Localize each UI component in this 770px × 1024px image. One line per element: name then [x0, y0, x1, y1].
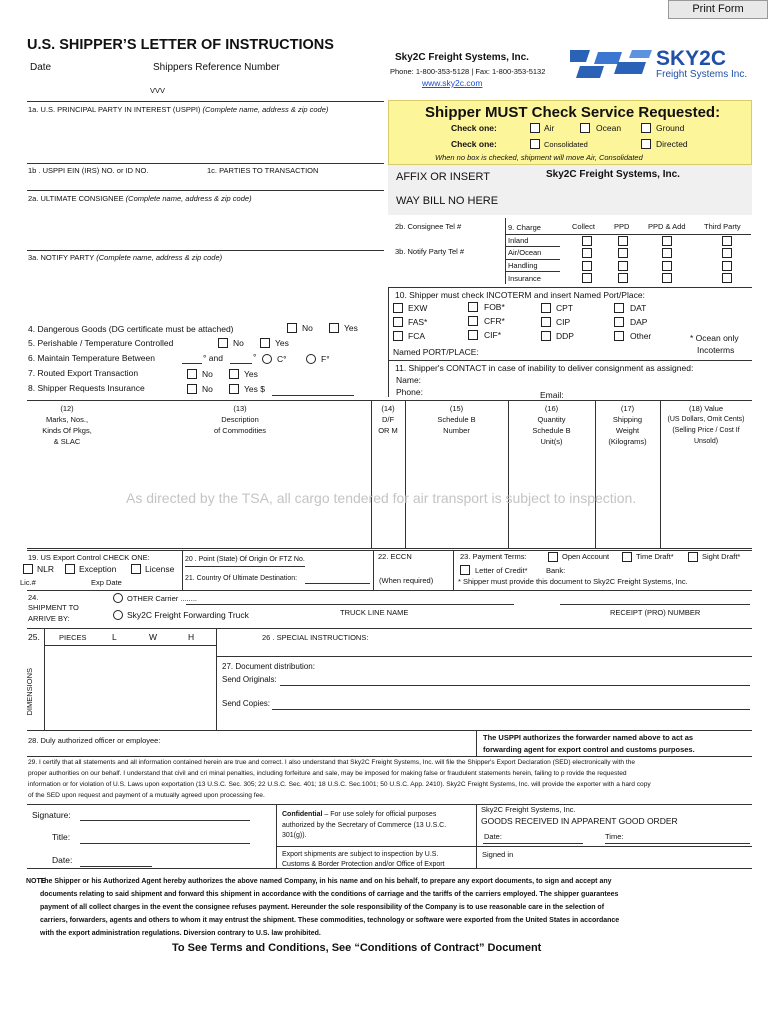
- contact-heading: 11. Shipper's CONTACT in case of inability to deliver consignment as assigned:: [395, 363, 694, 373]
- contact-name-label: Name:: [396, 375, 422, 385]
- charge-row-inland: Inland: [508, 236, 529, 245]
- field-28-label: 28. Duly authorized officer or employee:: [28, 736, 161, 745]
- incoterm-cif: CIF*: [484, 330, 501, 340]
- field-19-label: 19. US Export Control CHECK ONE:: [28, 553, 150, 562]
- q5-yes-checkbox[interactable]: [260, 338, 270, 348]
- sky2c-truck-label: Sky2C Freight Forwarding Truck: [127, 610, 249, 620]
- incoterm-dat-checkbox[interactable]: [614, 303, 624, 313]
- check-one-label-1: Check one:: [451, 123, 497, 133]
- print-form-button[interactable]: Print Form: [668, 0, 768, 19]
- q8-no-label: No: [202, 384, 213, 394]
- check-one-label-2: Check one:: [451, 139, 497, 149]
- payment-note: * Shipper must provide this document to Sky2C Freight Systems, Inc.: [458, 577, 688, 586]
- col-marks: (12) Marks, Nos., Kinds Of Pkgs, & SLAC: [42, 404, 92, 446]
- consolidated-checkbox[interactable]: [530, 139, 540, 149]
- ground-label: Ground: [656, 123, 685, 133]
- q7-yes-label: Yes: [244, 369, 258, 379]
- incoterm-heading: 10. Shipper must check INCOTERM and insert Named Port/Place:: [395, 290, 645, 300]
- confidential-line-3: 301(g)).: [282, 832, 307, 839]
- field-1b-label: 1b . USPPI EIN (IRS) NO. or ID NO.: [28, 166, 149, 175]
- arrive-label-1: SHIPMENT TO: [28, 603, 79, 612]
- q6-temperature: 6. Maintain Temperature Between: [28, 353, 155, 363]
- time-draft-label: Time Draft*: [636, 552, 674, 561]
- send-copies-label: Send Copies:: [222, 699, 271, 708]
- receipt-number-label: RECEIPT (PRO) NUMBER: [610, 608, 701, 617]
- field-22-note: (When required): [379, 576, 434, 585]
- arrive-label-2: ARRIVE BY:: [28, 614, 70, 623]
- field-20-label: 20 . Point (State) Of Origin Or FTZ No.: [185, 556, 305, 563]
- incoterm-other-checkbox[interactable]: [614, 331, 624, 341]
- terms-footer: To See Terms and Conditions, See “Conditions of Contract” Document: [172, 942, 542, 954]
- incoterm-cpt-checkbox[interactable]: [541, 303, 551, 313]
- ground-checkbox[interactable]: [641, 123, 651, 133]
- service-heading: Shipper MUST Check Service Requested:: [425, 104, 721, 121]
- charge-row-handling: Handling: [508, 261, 538, 270]
- charge-col-ppd: PPD: [614, 222, 630, 231]
- charge-col-third-party: Third Party: [704, 222, 741, 231]
- directed-label: Directed: [656, 139, 688, 149]
- q5-no-checkbox[interactable]: [218, 338, 228, 348]
- charge-inland-ppd-checkbox[interactable]: [618, 236, 628, 246]
- letter-of-credit-checkbox[interactable]: [460, 565, 470, 575]
- field-27-label: 27. Document distribution:: [222, 662, 315, 671]
- export-inspection-2: Customs & Border Protection and/or Office of Export: [282, 861, 445, 868]
- col-description: (13) Description of Commodities: [213, 404, 267, 435]
- charge-insurance-third-party-checkbox[interactable]: [722, 273, 732, 283]
- note-line-5: with the export administration regulations. Diversion contrary to U.S. law prohibited.: [40, 930, 321, 937]
- note-line-2: documents relating to said shipment and forward this shipment in accordance with the conditions of carriage and the tariffs of the carriers employed. The shipper guarantees: [40, 891, 619, 898]
- exception-checkbox[interactable]: [65, 564, 75, 574]
- charge-insurance-ppd-checkbox[interactable]: [618, 273, 628, 283]
- q8-yes-label: Yes $: [244, 384, 265, 394]
- goods-received: GOODS RECEIVED IN APPARENT GOOD ORDER: [481, 816, 678, 826]
- charge-insurance-collect-checkbox[interactable]: [582, 273, 592, 283]
- exception-label: Exception: [79, 564, 117, 574]
- incoterm-fas-checkbox[interactable]: [393, 317, 403, 327]
- other-carrier-radio[interactable]: [113, 593, 123, 603]
- q8-insurance: 8. Shipper Requests Insurance: [28, 383, 145, 393]
- charge-handling-collect-checkbox[interactable]: [582, 261, 592, 271]
- field-22-label: 22. ECCN: [378, 552, 412, 561]
- incoterm-ddp-checkbox[interactable]: [541, 331, 551, 341]
- celsius-label: C°: [277, 354, 287, 364]
- incoterm-fob-checkbox[interactable]: [468, 302, 478, 312]
- charge-col-ppd-add: PPD & Add: [648, 222, 686, 231]
- field-2b-label: 2b. Consignee Tel #: [395, 222, 462, 231]
- q7-no-label: No: [202, 369, 213, 379]
- incoterm-cip-checkbox[interactable]: [541, 317, 551, 327]
- date-label: Date: [30, 62, 52, 73]
- note-line-3: payment of all collect charges in the event the consignee refuses payment. Hereunder the sole responsibility of the Company is to use reasonable care in the selection of: [40, 904, 605, 911]
- q7-routed-export: 7. Routed Export Transaction: [28, 368, 139, 378]
- air-label: Air: [544, 123, 555, 133]
- company-phone: Phone: 1-800-353-5128 | Fax: 1-800-353-5132: [390, 67, 546, 76]
- q4-yes-checkbox[interactable]: [329, 323, 339, 333]
- incoterm-cpt: CPT: [556, 303, 573, 313]
- q8-no-checkbox[interactable]: [187, 384, 197, 394]
- consolidated-label: Consolidated: [544, 140, 588, 149]
- confidential-line-1: Confidential – For use solely for official purposes: [282, 811, 437, 818]
- date-sign-label: Date:: [52, 855, 73, 865]
- charge-heading: 9. Charge: [508, 223, 541, 232]
- other-carrier-label: OTHER Carrier ........: [127, 594, 198, 603]
- open-account-label: Open Account: [562, 552, 610, 561]
- q5-no-label: No: [233, 338, 244, 348]
- affix-company: Sky2C Freight Systems, Inc.: [546, 169, 680, 180]
- affix-label: AFFIX OR INSERT: [396, 171, 490, 183]
- ocean-only-note-2: Incoterms: [697, 345, 735, 355]
- logo-main-text: SKY2C: [656, 47, 727, 70]
- fahrenheit-radio[interactable]: [306, 354, 316, 364]
- col-quantity: (16) Quantity Schedule B Unit(s): [532, 404, 571, 446]
- service-requested-box: [388, 100, 752, 165]
- col-schedule-b: (15) Schedule B Number: [437, 404, 476, 435]
- height-label: H: [188, 632, 195, 642]
- charge-air-ocean-ppd-checkbox[interactable]: [618, 248, 628, 258]
- lic-number-label: Lic.#: [20, 578, 36, 587]
- received-company: Sky2C Freight Systems, Inc.: [481, 805, 576, 814]
- received-date-label: Date:: [484, 832, 502, 841]
- charge-insurance-ppd---add-checkbox[interactable]: [662, 273, 672, 283]
- q7-yes-checkbox[interactable]: [229, 369, 239, 379]
- celsius-radio[interactable]: [262, 354, 272, 364]
- confidential-line-2: authorized by the Secretary of Commerce (13 U.S.C.: [282, 822, 447, 829]
- charge-air-ocean-third-party-checkbox[interactable]: [722, 248, 732, 258]
- ocean-checkbox[interactable]: [580, 123, 590, 133]
- tsa-watermark: As directed by the TSA, all cargo tendered for air transport is subject to inspection.: [126, 490, 637, 506]
- q5-yes-label: Yes: [275, 338, 289, 348]
- vvv-label: VVV: [150, 86, 166, 95]
- charge-inland-collect-checkbox[interactable]: [582, 236, 592, 246]
- charge-col-collect: Collect: [572, 222, 595, 231]
- directed-checkbox[interactable]: [641, 139, 651, 149]
- received-time-label: Time:: [605, 832, 624, 841]
- col-df: (14) D/F OR M: [378, 404, 398, 435]
- q8-yes-checkbox[interactable]: [229, 384, 239, 394]
- field-23-label: 23. Payment Terms:: [460, 552, 527, 561]
- incoterm-other: Other: [630, 331, 652, 341]
- charge-inland-third-party-checkbox[interactable]: [722, 236, 732, 246]
- sky2c-truck-radio[interactable]: [113, 610, 123, 620]
- service-note: When no box is checked, shipment will move Air, Consolidated: [435, 153, 643, 162]
- nlr-checkbox[interactable]: [23, 564, 33, 574]
- incoterm-cip: CIP: [556, 317, 571, 327]
- certification-line-2: proper authorities on our behalf. I understand that civil and cri minal penalties, including forfeiture and sale, may be imposed for making false or fraudulent statements herein, failing to p rovide the requested: [28, 770, 627, 777]
- waybill-label: WAY BILL NO HERE: [396, 195, 499, 207]
- field-1c-label: 1c. PARTIES TO TRANSACTION: [207, 166, 319, 175]
- form-title: U.S. SHIPPER’S LETTER OF INSTRUCTIONS: [27, 37, 334, 53]
- incoterm-fca: FCA: [408, 331, 425, 341]
- q4-dangerous-goods: 4. Dangerous Goods (DG certificate must be attached): [28, 324, 234, 334]
- charge-air-ocean-collect-checkbox[interactable]: [582, 248, 592, 258]
- col-value: (18) Value (US Dollars, Omit Cents) (Selling Price / Cost If Unsold): [667, 404, 745, 445]
- logo-sub-text: Freight Systems Inc.: [656, 69, 748, 80]
- field-24-num: 24.: [28, 593, 39, 602]
- sky2c-logo: [570, 46, 760, 84]
- field-2a-label: 2a. ULTIMATE CONSIGNEE (Complete name, address & zip code): [28, 194, 252, 203]
- q6-and: ° and: [203, 353, 223, 363]
- usppi-authorization-1: The USPPI authorizes the forwarder named above to act as: [483, 733, 694, 742]
- charge-inland-ppd---add-checkbox[interactable]: [662, 236, 672, 246]
- letter-of-credit-label: Letter of Credit*: [475, 566, 528, 575]
- incoterm-cfr: CFR*: [484, 316, 505, 326]
- signature-label: Signature:: [32, 810, 71, 820]
- certification-line-3: information or for violation of U.S. Laws upon exportation (13 U.S.C. Sec. 305; 22 U.S.C. Sec. 401; 18 U.S.C. Sec.1001; 50 U.S.C. App. 2410). Sky2C Freight Systems, Inc. will provide the exporter with a hard copy: [28, 781, 651, 788]
- air-checkbox[interactable]: [530, 123, 540, 133]
- field-25-num: 25.: [28, 632, 40, 642]
- charge-handling-ppd---add-checkbox[interactable]: [662, 261, 672, 271]
- note-line-4: carriers, forwarders, agents and others to whom it may entrust the shipment. These commodities, technology or software were exported from the United States in accordance: [40, 917, 620, 924]
- charge-air-ocean-ppd---add-checkbox[interactable]: [662, 248, 672, 258]
- width-label: W: [149, 632, 158, 642]
- shippers-reference-label: Shippers Reference Number: [153, 62, 280, 73]
- incoterm-cfr-checkbox[interactable]: [468, 316, 478, 326]
- field-3a-label: 3a. NOTIFY PARTY (Complete name, address & zip code): [28, 253, 223, 262]
- note-line-1: The Shipper or his Authorized Agent hereby authorizes the above named Company, in his name and on his behalf, to prepare any export documents, to sign and accept any: [40, 878, 612, 885]
- field-1a-label: 1a. U.S. PRINCIPAL PARTY IN INTEREST (USPPI) (Complete name, address & zip code): [28, 105, 329, 114]
- incoterm-fas: FAS*: [408, 317, 428, 327]
- license-checkbox[interactable]: [131, 564, 141, 574]
- length-label: L: [112, 632, 117, 642]
- nlr-label: NLR: [37, 564, 55, 574]
- truck-line-label: TRUCK LINE NAME: [340, 608, 409, 617]
- named-port-label: Named PORT/PLACE:: [393, 347, 479, 357]
- incoterm-cif-checkbox[interactable]: [468, 330, 478, 340]
- q7-no-checkbox[interactable]: [187, 369, 197, 379]
- q5-perishable: 5. Perishable / Temperature Controlled: [28, 338, 174, 348]
- field-3b-label: 3b. Notify Party Tel #: [395, 247, 465, 256]
- usppi-authorization-2: forwarding agent for export control and customs purposes.: [483, 745, 695, 754]
- open-account-checkbox[interactable]: [548, 552, 558, 562]
- time-draft-checkbox[interactable]: [622, 552, 632, 562]
- charge-handling-ppd-checkbox[interactable]: [618, 261, 628, 271]
- ocean-only-note: * Ocean only: [690, 333, 739, 343]
- exp-date-label: Exp Date: [91, 578, 122, 587]
- dimensions-vertical-label: DIMENSIONS: [25, 667, 35, 716]
- q4-yes-label: Yes: [344, 323, 358, 333]
- title-label: Title:: [52, 832, 71, 842]
- company-name: Sky2C Freight Systems, Inc.: [395, 52, 529, 63]
- incoterm-exw: EXW: [408, 303, 428, 313]
- pieces-label: PIECES: [59, 633, 87, 642]
- charge-row-insurance: Insurance: [508, 274, 541, 283]
- incoterm-fob: FOB*: [484, 302, 505, 312]
- charge-handling-third-party-checkbox[interactable]: [722, 261, 732, 271]
- export-inspection-1: Export shipments are subject to inspection by U.S.: [282, 851, 439, 858]
- incoterm-dat: DAT: [630, 303, 647, 313]
- certification-line-1: 29. I certify that all statements and all information contained herein are true and correct. I also understand that Sky2C Freight Systems, Inc. will file the Shipper's Export Declaration (SED) electronically with the: [28, 759, 636, 766]
- charge-row-air-ocean: Air/Ocean: [508, 248, 542, 257]
- incoterm-dap-checkbox[interactable]: [614, 317, 624, 327]
- bank-label: Bank:: [546, 566, 566, 575]
- send-originals-label: Send Originals:: [222, 675, 277, 684]
- q4-no-checkbox[interactable]: [287, 323, 297, 333]
- signed-in-label: Signed in: [482, 850, 514, 859]
- col-weight: (17) Shipping Weight (Kilograms): [608, 404, 647, 446]
- sight-draft-label: Sight Draft*: [702, 552, 741, 561]
- contact-email-label: Email:: [540, 390, 564, 400]
- license-label: License: [145, 564, 175, 574]
- certification-line-4: of the SED upon request and payment of a mutually agreed upon processing fee.: [28, 792, 265, 799]
- company-website[interactable]: www.sky2c.com: [422, 78, 483, 88]
- incoterm-fca-checkbox[interactable]: [393, 331, 403, 341]
- ocean-label: Ocean: [596, 123, 622, 133]
- field-21-label: 21. Country Of Ultimate Destination:: [185, 575, 298, 582]
- q6-degree: °: [253, 352, 257, 362]
- sight-draft-checkbox[interactable]: [688, 552, 698, 562]
- incoterm-ddp: DDP: [556, 331, 574, 341]
- note-label: NOTE: [26, 878, 46, 885]
- incoterm-dap: DAP: [630, 317, 648, 327]
- q4-no-label: No: [302, 323, 313, 333]
- field-26-label: 26 . SPECIAL INSTRUCTIONS:: [262, 633, 369, 642]
- fahrenheit-label: F°: [321, 354, 330, 364]
- incoterm-exw-checkbox[interactable]: [393, 303, 403, 313]
- contact-phone-label: Phone:: [396, 387, 423, 397]
